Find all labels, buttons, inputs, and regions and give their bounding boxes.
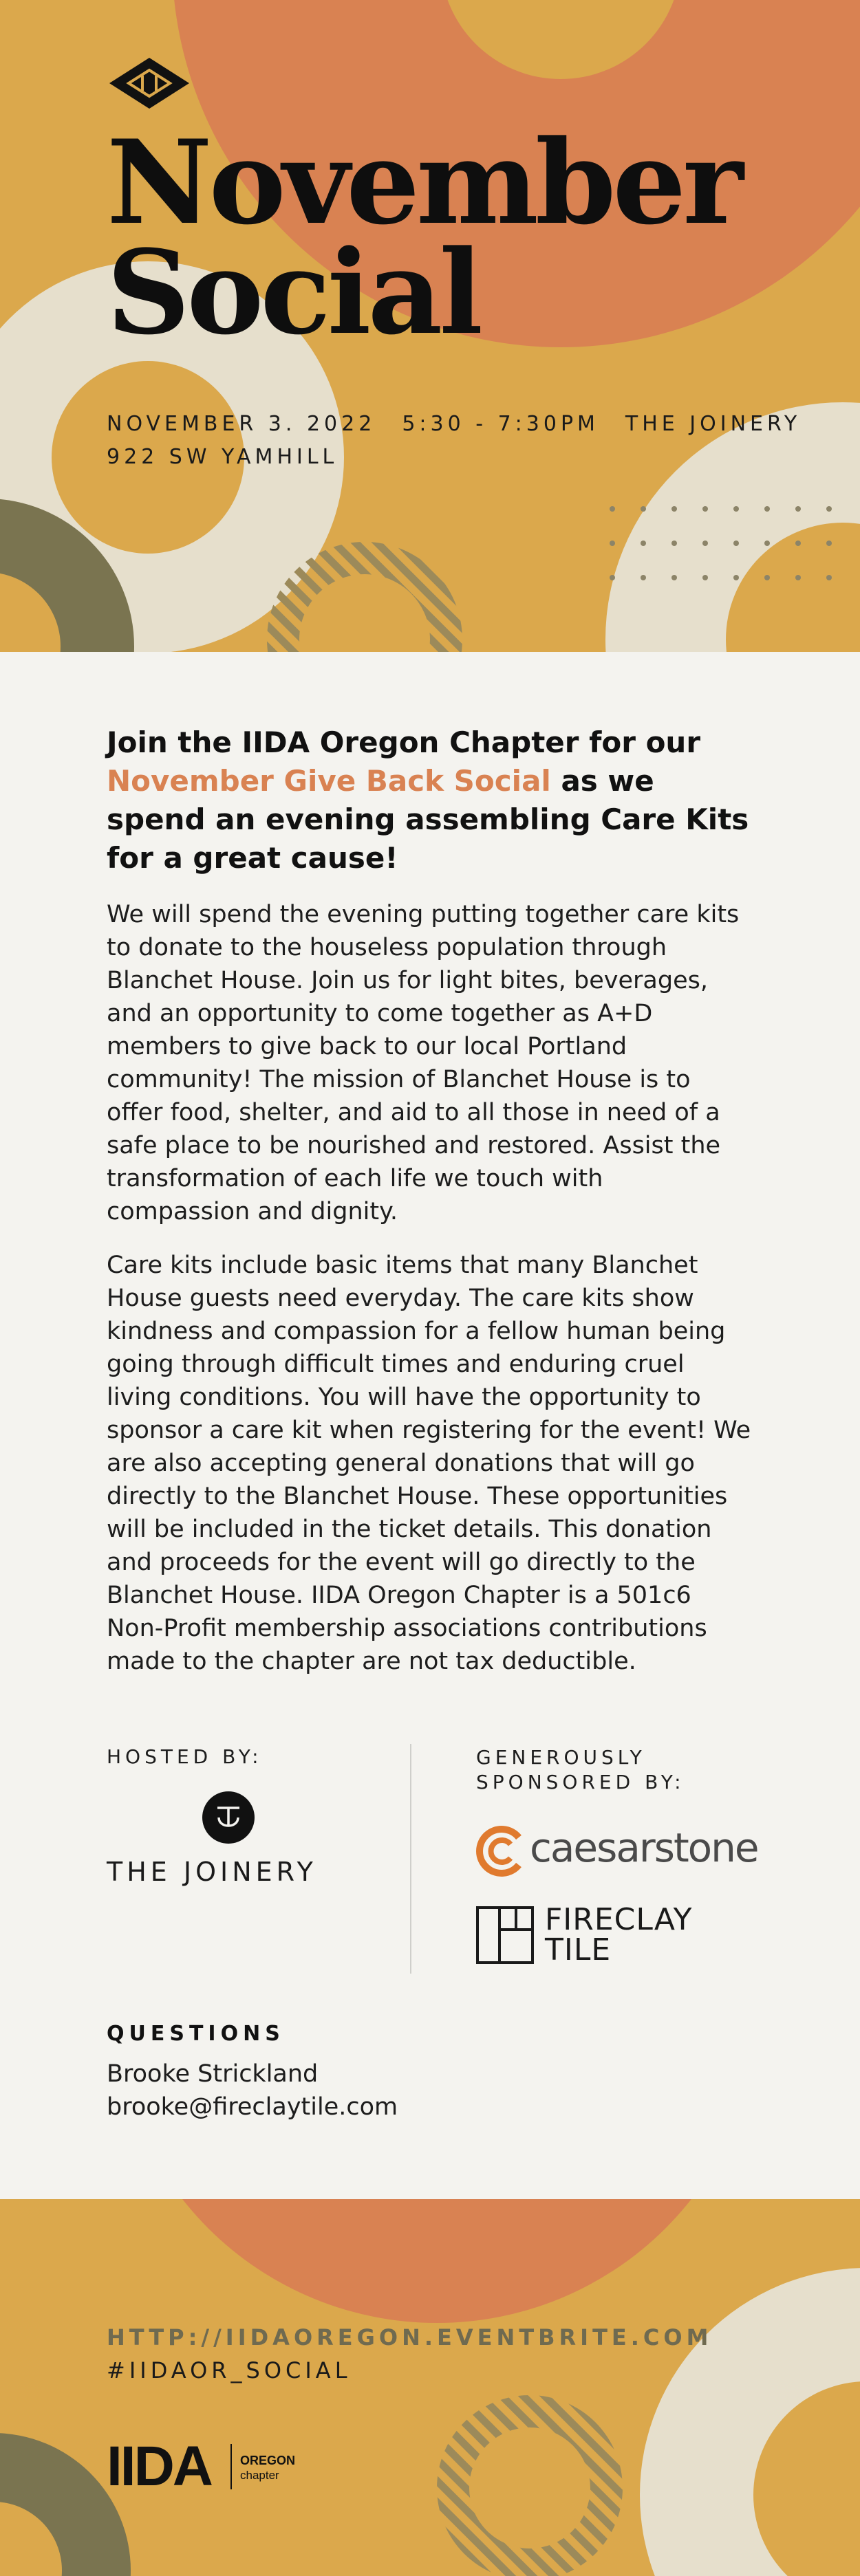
sponsor-fireclay-line-2: TILE [545, 1932, 612, 1967]
hosted-by-label: HOSTED BY: [107, 1745, 263, 1768]
sponsor-fireclay [545, 1902, 693, 1967]
description-paragraph-2: Care kits include basic items that many Blanchet House guests need everyday. The care kits show kindness and compassion for a fellow human being going through difficult times and enduring cruel living conditions. You will have the opportunity to sponsor a care kit when registering for the event! We are also accepting general donations that will go directly to the Blanchet House. These opportunities will be included in the ticket details. This donation and proceeds for the event will go directly to the Blanchet House. IIDA Oregon Chapter is a 501c6 Non-Profit membership associations contributions made to the chapter are not tax deductible. [107, 1252, 751, 1675]
iida-logo-divider [230, 2444, 232, 2489]
sponsor-caesarstone: caesarstone [530, 1824, 758, 1871]
footer-banner [0, 2199, 860, 2576]
hero-banner [0, 0, 860, 652]
iida-logo-icon [107, 2435, 313, 2500]
event-url-link[interactable]: HTTP://IIDAOREGON.EVENTBRITE.COM [107, 2324, 713, 2350]
event-date: NOVEMBER 3. 2022 [107, 412, 376, 436]
lead-heading-start: Join the IIDA Oregon Chapter for our [107, 725, 701, 759]
description-paragraph-1: We will spend the evening putting together care kits to donate to the houseless population through Blanchet House. Join us for light bites, beverages, and an opportunity to come together as A+D members to give back to our local Portland community! The mission of Blanchet House is to offer food, shelter, and aid to all those in need of a safe place to be nourished and restored. Assist the transformation of each life we touch with compassion and dignity. [107, 901, 740, 1225]
sponsored-by-label-line-2: SPONSORED BY: [476, 1771, 685, 1793]
fireclay-logo-icon [476, 1906, 534, 1964]
event-time: 5:30 - 7:30PM [402, 412, 599, 436]
caesarstone-logo-icon [476, 1824, 527, 1879]
fireclay-logo [476, 1903, 765, 1969]
event-title-line-2: Social [107, 224, 480, 360]
questions-heading: QUESTIONS [107, 2022, 285, 2046]
diamond-logo-icon [107, 55, 192, 111]
event-title-line-1: November [107, 114, 740, 250]
joinery-logo-icon [201, 1790, 256, 1845]
sponsor-divider [410, 1744, 411, 1974]
lead-heading [107, 723, 753, 877]
lead-heading-accent: November Give Back Social [107, 764, 551, 798]
contact-name: Brooke Strickland [107, 2060, 319, 2088]
event-venue: THE JOINERY [625, 412, 802, 436]
footer-decorative-shapes [0, 2199, 860, 2576]
sponsored-by-label-line-1: GENEROUSLY [476, 1746, 646, 1769]
lead-heading-end: as we spend an evening assembling Care Kits for a great cause! [107, 764, 749, 875]
event-title [107, 114, 740, 360]
sponsor-fireclay-line-1: FIRECLAY [545, 1902, 693, 1937]
iida-logo-org: OREGON [240, 2454, 296, 2467]
event-hashtag: #IIDAOR_SOCIAL [107, 2357, 352, 2383]
contact-info [107, 2057, 398, 2124]
contact-email[interactable]: brooke@fireclaytile.com [107, 2093, 398, 2121]
iida-logo-word: IIDA [107, 2435, 211, 2498]
event-details [107, 408, 829, 474]
sponsored-by-label [476, 1745, 751, 1795]
host-name: THE JOINERY [107, 1857, 317, 1887]
event-description-section [0, 652, 860, 2199]
event-address: 922 SW YAMHILL [107, 445, 338, 469]
caesarstone-logo [476, 1821, 779, 1883]
iida-logo-chapter: chapter [240, 2469, 279, 2482]
